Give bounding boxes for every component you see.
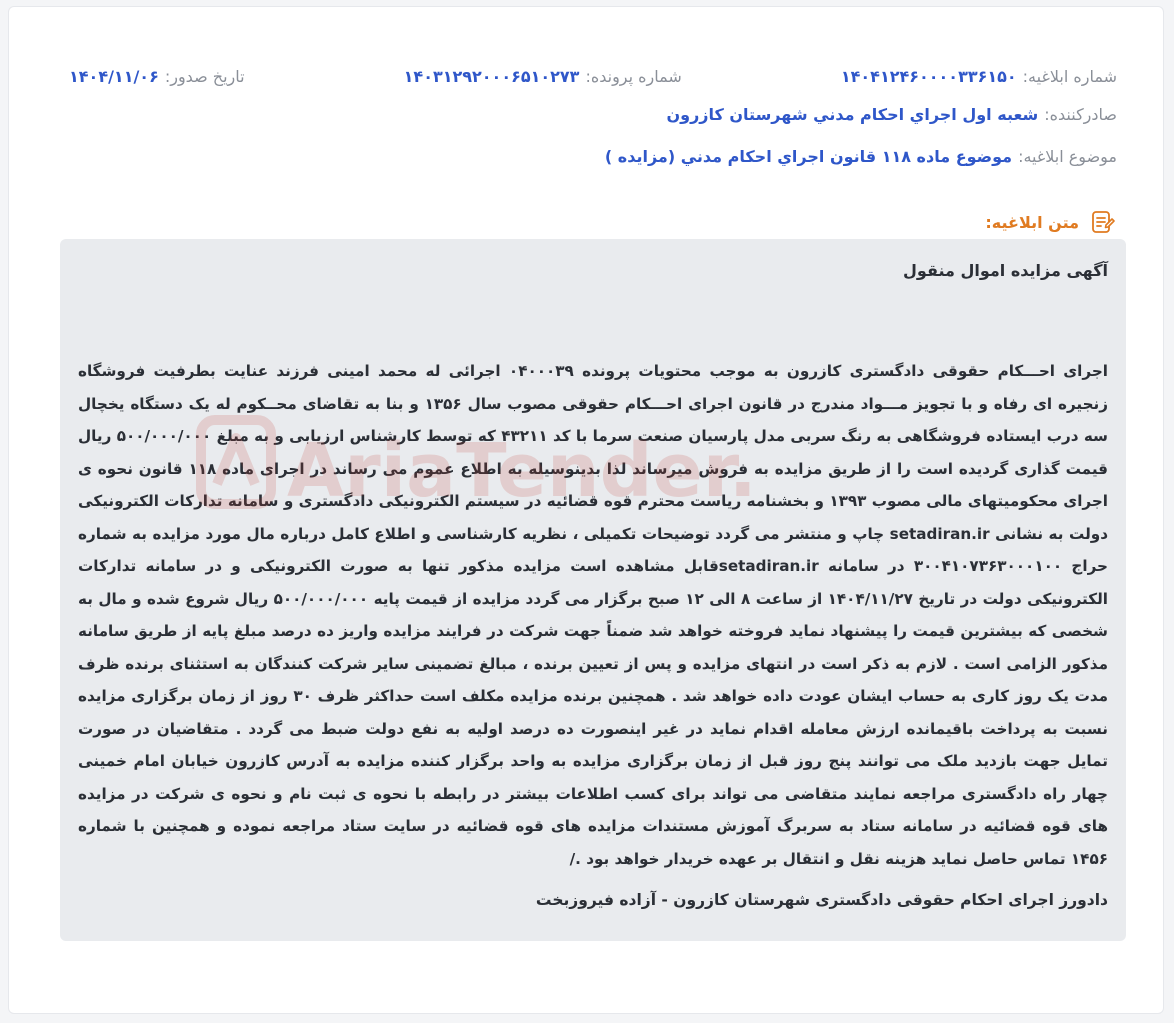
case-number-value: ۱۴۰۳۱۲۹۲۰۰۰۶۵۱۰۲۷۳ <box>403 66 580 86</box>
announcement-title: آگهی مزایده اموال منقول <box>903 261 1108 280</box>
issue-date <box>69 67 245 86</box>
issuer-value: شعبه اول اجراي احكام مدني شهرستان كازرون <box>666 105 1039 124</box>
announcement-box <box>60 239 1126 941</box>
notice-number-label: شماره ابلاغیه: <box>1022 66 1117 86</box>
notice-text-header <box>985 207 1115 237</box>
notice-number <box>841 67 1117 86</box>
notice-number-value: ۱۴۰۴۱۲۴۶۰۰۰۰۳۳۶۱۵۰ <box>840 66 1017 86</box>
issuer-line <box>666 105 1117 131</box>
subject-value: موضوع ماده ۱۱۸ قانون اجراي احكام مدني (مزايده ) <box>604 147 1013 166</box>
subject-label: موضوع ابلاغیه: <box>1018 147 1117 166</box>
announcement-body: اجرای احـــکام حقوقی دادگستری کازرون به موجب محتویات پرونده ۰۴۰۰۰۳۹ اجرائی له محمد امینی فرزند عنایت بطرفیت فروشگاه زنجیره ای رفاه و با تجویز مـــواد مندرج در قانون اجرای احـــکام حقوقی مصوب سال ۱۳۵۶ و بنا به تقاضای محــکوم له یک دستگاه یخچال سه درب ایستاده فروشگاهی به رنگ سربی مدل پارسیان صنعت سرما با کد ۴۳۲۱۱ که توسط کارشناس ارزیابی و به مبلغ ۵۰۰/۰۰۰/۰۰۰ ریال قیمت گذاری گردیده است را از طریق مزایده به فروش میرساند لذا بدینوسیله به اطلاع عموم می رساند در اجرای ماده ۱۱۸ قانون نحوه ی اجرای محکومیتهای مالی مصوب ۱۳۹۳ و بخشنامه ریاست محترم قوه قضائیه در سیستم الکترونیکی دادگستری و سامانه تدارکات الکترونیکی دولت به نشانی setadiran.ir چاپ و منتشر می گردد توضیحات تکمیلی ، نظریه کارشناسی و اطلاع کامل درباره مال مورد مزایده به شماره حراج ۳۰۰۴۱۰۷۳۶۳۰۰۰۱۰۰ در سامانه setadiran.irقابل مشاهده است مزایده مذکور تنها به صورت الکترونیکی و در سامانه تدارکات الکترونیکی دولت در تاریخ ۱۴۰۴/۱۱/۲۷ از ساعت ۸ الی ۱۲ صبح برگزار می گردد مزایده از قیمت پایه ۵۰۰/۰۰۰/۰۰۰ ریال شروع شده و مال به شخصی که بیشترین قیمت را پیشنهاد نماید فروخته خواهد شد ضمناً جهت شرکت در فرایند مزایده واریز ده درصد مبلغ پایه از طریق سامانه مذکور الزامی است . لازم به ذکر است در انتهای مزایده و پس از تعیین برنده ، مبالغ تضمینی سایر شرکت کنندگان به استثنای برنده ظرف مدت یک روز کاری به حساب ایشان عودت داده خواهد شد . همچنین برنده مزایده مکلف است حداکثر ظرف ۳۰ روز از زمان برگزاری مزایده نسبت به پرداخت باقیمانده ارزش معامله اقدام نماید در غیر اینصورت ده درصد اولیه به نفع دولت ضبط می گردد . متقاضیان در صورت تمایل جهت بازدید ملک می توانند پنج روز قبل از زمان برگزاری مزایده به واحد برگزار کننده مزایده به آدرس کازرون خیابان امام خمینی چهار راه دادگستری مراجعه نمایند متقاضی می تواند برای کسب اطلاعات بیشتر در رابطه با نحوه ی ثبت نام و نحوه ی شرکت در مزایده های قوه قضائیه در سامانه ستاد به سربرگ آموزش مستندات مزایده های قوه قضائیه در سایت ستاد مراجعه نموده و همچنین با شماره ۱۴۵۶ تماس حاصل نماید هزینه نقل و انتقال بر عهده خریدار خواهد بود ./ <box>78 362 1109 868</box>
document-icon <box>1089 209 1115 235</box>
notice-text-title: متن ابلاغیه: <box>985 212 1079 232</box>
issue-date-label: تاریخ صدور: <box>164 66 245 86</box>
announcement-signature: دادورز اجرای احکام حقوقی دادگستری شهرستان کازرون - آزاده فیروزبخت <box>535 891 1108 909</box>
issuer-label: صادرکننده: <box>1044 105 1117 124</box>
issue-date-value: ۱۴۰۴/۱۱/۰۶ <box>69 66 159 86</box>
case-number <box>404 67 682 86</box>
notice-meta-row <box>69 63 1117 89</box>
case-number-label: شماره پرونده: <box>585 66 682 86</box>
subject-line <box>605 147 1117 173</box>
